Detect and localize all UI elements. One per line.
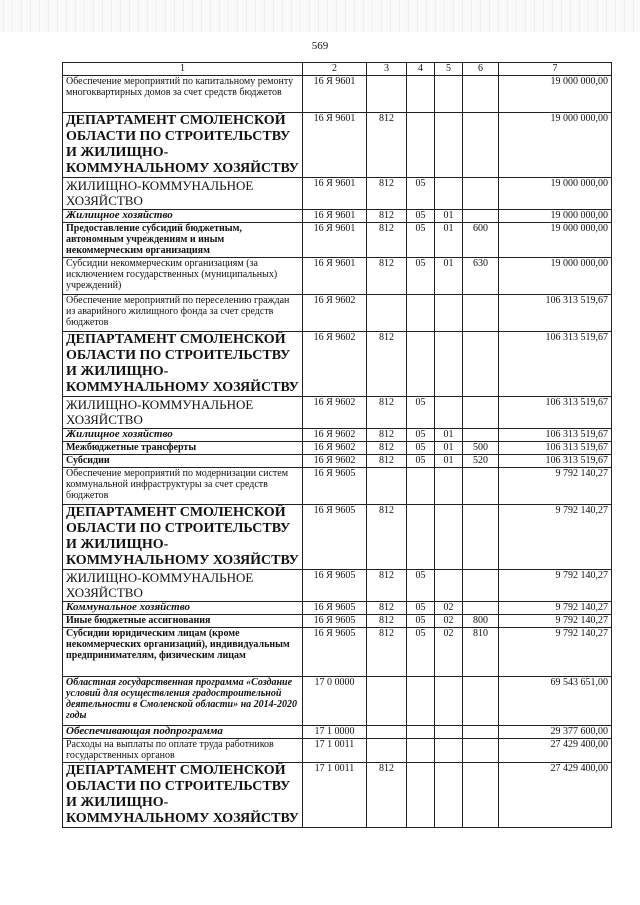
section-code: 05 [407, 602, 435, 615]
expense-type-code: 810 [463, 628, 499, 677]
department-code: 812 [367, 332, 407, 397]
amount: 106 313 519,67 [499, 455, 612, 468]
target-article-code: 16 Я 9601 [303, 223, 367, 258]
section-code [407, 113, 435, 178]
target-article-code: 16 Я 9602 [303, 455, 367, 468]
amount: 27 429 400,00 [499, 763, 612, 828]
expense-name: Иные бюджетные ассигнования [63, 615, 303, 628]
expense-name: Жилищное хозяйство [63, 210, 303, 223]
department-code [367, 739, 407, 763]
table-row [63, 332, 612, 397]
section-code: 05 [407, 455, 435, 468]
department-code: 812 [367, 429, 407, 442]
expense-type-code: 600 [463, 223, 499, 258]
department-code: 812 [367, 258, 407, 295]
department-code: 812 [367, 442, 407, 455]
subsection-code [435, 332, 463, 397]
target-article-code: 17 1 0011 [303, 739, 367, 763]
target-article-code: 16 Я 9605 [303, 505, 367, 570]
table-row [63, 615, 612, 628]
expense-name: ЖИЛИЩНО-КОММУНАЛЬНОЕ ХОЗЯЙСТВО [63, 178, 303, 210]
department-code: 812 [367, 455, 407, 468]
subsection-code [435, 726, 463, 739]
budget-table [62, 62, 612, 828]
expense-type-code: 630 [463, 258, 499, 295]
subsection-code [435, 763, 463, 828]
expense-type-code [463, 210, 499, 223]
expense-name: ДЕПАРТАМЕНТ СМОЛЕНСКОЙ ОБЛАСТИ ПО СТРОИТЕЛЬСТВУ И ЖИЛИЩНО-КОММУНАЛЬНОМУ ХОЗЯЙСТВУ [63, 113, 303, 178]
department-code: 812 [367, 178, 407, 210]
table-row [63, 505, 612, 570]
target-article-code: 17 1 0000 [303, 726, 367, 739]
expense-type-code [463, 726, 499, 739]
column-number: 6 [463, 63, 499, 76]
amount: 9 792 140,27 [499, 505, 612, 570]
expense-name: Межбюджетные трансферты [63, 442, 303, 455]
section-code [407, 295, 435, 332]
section-code: 05 [407, 210, 435, 223]
table-row [63, 570, 612, 602]
expense-name: Субсидии [63, 455, 303, 468]
expense-name: Коммунальное хозяйство [63, 602, 303, 615]
target-article-code: 16 Я 9602 [303, 295, 367, 332]
subsection-code [435, 178, 463, 210]
section-code: 05 [407, 258, 435, 295]
expense-type-code [463, 76, 499, 113]
table-row [63, 223, 612, 258]
table-row [63, 113, 612, 178]
amount: 106 313 519,67 [499, 397, 612, 429]
section-code [407, 332, 435, 397]
target-article-code: 16 Я 9601 [303, 210, 367, 223]
column-number-row [63, 63, 612, 76]
amount: 27 429 400,00 [499, 739, 612, 763]
expense-name: ДЕПАРТАМЕНТ СМОЛЕНСКОЙ ОБЛАСТИ ПО СТРОИТЕЛЬСТВУ И ЖИЛИЩНО-КОММУНАЛЬНОМУ ХОЗЯЙСТВУ [63, 763, 303, 828]
expense-type-code [463, 332, 499, 397]
amount: 106 313 519,67 [499, 332, 612, 397]
expense-name: Жилищное хозяйство [63, 429, 303, 442]
table-row [63, 763, 612, 828]
target-article-code: 16 Я 9601 [303, 76, 367, 113]
expense-name: Субсидии юридическим лицам (кроме некоммерческих организаций), индивидуальным предпринимателям, физическим лицам [63, 628, 303, 677]
subsection-code [435, 739, 463, 763]
amount: 9 792 140,27 [499, 570, 612, 602]
column-number: 2 [303, 63, 367, 76]
subsection-code [435, 76, 463, 113]
department-code [367, 295, 407, 332]
target-article-code: 16 Я 9605 [303, 570, 367, 602]
page-number: 569 [311, 40, 329, 52]
expense-name: Областная государственная программа «Создание условий для осуществления градостроительной деятельности в Смоленской области» на 2014-2020 годы [63, 677, 303, 726]
table-row [63, 178, 612, 210]
expense-type-code [463, 295, 499, 332]
section-code: 05 [407, 178, 435, 210]
expense-name: ЖИЛИЩНО-КОММУНАЛЬНОЕ ХОЗЯЙСТВО [63, 570, 303, 602]
expense-type-code [463, 677, 499, 726]
column-number: 7 [499, 63, 612, 76]
expense-name: Обеспечение мероприятий по модернизации систем коммунальной инфраструктуры за счет средств бюджетов [63, 468, 303, 505]
expense-name: Расходы на выплаты по оплате труда работников государственных органов [63, 739, 303, 763]
section-code: 05 [407, 223, 435, 258]
department-code: 812 [367, 602, 407, 615]
expense-type-code: 800 [463, 615, 499, 628]
subsection-code: 01 [435, 442, 463, 455]
section-code [407, 505, 435, 570]
amount: 106 313 519,67 [499, 295, 612, 332]
subsection-code: 01 [435, 223, 463, 258]
amount: 106 313 519,67 [499, 442, 612, 455]
amount: 9 792 140,27 [499, 602, 612, 615]
expense-type-code [463, 602, 499, 615]
target-article-code: 16 Я 9601 [303, 113, 367, 178]
department-code: 812 [367, 210, 407, 223]
section-code [407, 763, 435, 828]
department-code: 812 [367, 397, 407, 429]
expense-name: Предоставление субсидий бюджетным, автономным учреждениям и иным некоммерческим организациям [63, 223, 303, 258]
expense-name: Обеспечивающая подпрограмма [63, 726, 303, 739]
expense-type-code: 520 [463, 455, 499, 468]
target-article-code: 16 Я 9601 [303, 258, 367, 295]
subsection-code [435, 468, 463, 505]
expense-name: Субсидии некоммерческим организациям (за исключением государственных (муниципальных) учреждений) [63, 258, 303, 295]
target-article-code: 16 Я 9602 [303, 442, 367, 455]
target-article-code: 16 Я 9601 [303, 178, 367, 210]
target-article-code: 16 Я 9605 [303, 602, 367, 615]
table-row [63, 628, 612, 677]
table-row [63, 677, 612, 726]
column-number: 4 [407, 63, 435, 76]
section-code [407, 468, 435, 505]
expense-name: Обеспечение мероприятий по капитальному ремонту многоквартирных домов за счет средств бюджетов [63, 76, 303, 113]
subsection-code [435, 505, 463, 570]
department-code: 812 [367, 628, 407, 677]
table-row [63, 602, 612, 615]
expense-type-code [463, 739, 499, 763]
expense-type-code [463, 570, 499, 602]
department-code: 812 [367, 223, 407, 258]
amount: 69 543 651,00 [499, 677, 612, 726]
target-article-code: 16 Я 9602 [303, 332, 367, 397]
subsection-code: 02 [435, 602, 463, 615]
subsection-code [435, 295, 463, 332]
department-code [367, 76, 407, 113]
table-row [63, 455, 612, 468]
subsection-code [435, 397, 463, 429]
department-code: 812 [367, 615, 407, 628]
section-code: 05 [407, 429, 435, 442]
table-row [63, 429, 612, 442]
expense-type-code [463, 763, 499, 828]
subsection-code [435, 113, 463, 178]
section-code: 05 [407, 615, 435, 628]
amount: 19 000 000,00 [499, 223, 612, 258]
table-row [63, 210, 612, 223]
department-code: 812 [367, 570, 407, 602]
expense-type-code [463, 178, 499, 210]
expense-type-code [463, 429, 499, 442]
target-article-code: 16 Я 9605 [303, 628, 367, 677]
amount: 9 792 140,27 [499, 628, 612, 677]
column-number: 5 [435, 63, 463, 76]
department-code [367, 726, 407, 739]
expense-type-code: 500 [463, 442, 499, 455]
amount: 19 000 000,00 [499, 258, 612, 295]
expense-type-code [463, 468, 499, 505]
target-article-code: 17 0 0000 [303, 677, 367, 726]
column-number: 1 [63, 63, 303, 76]
section-code: 05 [407, 570, 435, 602]
amount: 9 792 140,27 [499, 468, 612, 505]
table-row [63, 442, 612, 455]
subsection-code [435, 677, 463, 726]
section-code: 05 [407, 628, 435, 677]
section-code: 05 [407, 397, 435, 429]
department-code: 812 [367, 505, 407, 570]
subsection-code [435, 570, 463, 602]
expense-type-code [463, 505, 499, 570]
subsection-code: 01 [435, 210, 463, 223]
amount: 29 377 600,00 [499, 726, 612, 739]
expense-name: Обеспечение мероприятий по переселению граждан из аварийного жилищного фонда за счет средств бюджетов [63, 295, 303, 332]
table-row [63, 397, 612, 429]
expense-name: ДЕПАРТАМЕНТ СМОЛЕНСКОЙ ОБЛАСТИ ПО СТРОИТЕЛЬСТВУ И ЖИЛИЩНО-КОММУНАЛЬНОМУ ХОЗЯЙСТВУ [63, 505, 303, 570]
section-code [407, 739, 435, 763]
subsection-code: 01 [435, 258, 463, 295]
department-code [367, 468, 407, 505]
amount: 19 000 000,00 [499, 113, 612, 178]
subsection-code: 01 [435, 429, 463, 442]
amount: 19 000 000,00 [499, 178, 612, 210]
expense-name: ДЕПАРТАМЕНТ СМОЛЕНСКОЙ ОБЛАСТИ ПО СТРОИТЕЛЬСТВУ И ЖИЛИЩНО-КОММУНАЛЬНОМУ ХОЗЯЙСТВУ [63, 332, 303, 397]
target-article-code: 16 Я 9602 [303, 429, 367, 442]
amount: 19 000 000,00 [499, 210, 612, 223]
table-row [63, 726, 612, 739]
table-row [63, 295, 612, 332]
amount: 106 313 519,67 [499, 429, 612, 442]
target-article-code: 16 Я 9605 [303, 468, 367, 505]
table-row [63, 468, 612, 505]
target-article-code: 16 Я 9605 [303, 615, 367, 628]
amount: 19 000 000,00 [499, 76, 612, 113]
table-row [63, 76, 612, 113]
column-number: 3 [367, 63, 407, 76]
section-code [407, 677, 435, 726]
target-article-code: 17 1 0011 [303, 763, 367, 828]
subsection-code: 02 [435, 628, 463, 677]
section-code [407, 76, 435, 113]
table-row [63, 739, 612, 763]
section-code: 05 [407, 442, 435, 455]
department-code: 812 [367, 113, 407, 178]
expense-type-code [463, 113, 499, 178]
expense-name: ЖИЛИЩНО-КОММУНАЛЬНОЕ ХОЗЯЙСТВО [63, 397, 303, 429]
scan-noise-strip [0, 0, 640, 32]
target-article-code: 16 Я 9602 [303, 397, 367, 429]
subsection-code: 01 [435, 455, 463, 468]
department-code [367, 677, 407, 726]
subsection-code: 02 [435, 615, 463, 628]
section-code [407, 726, 435, 739]
amount: 9 792 140,27 [499, 615, 612, 628]
table-row [63, 258, 612, 295]
department-code: 812 [367, 763, 407, 828]
expense-type-code [463, 397, 499, 429]
